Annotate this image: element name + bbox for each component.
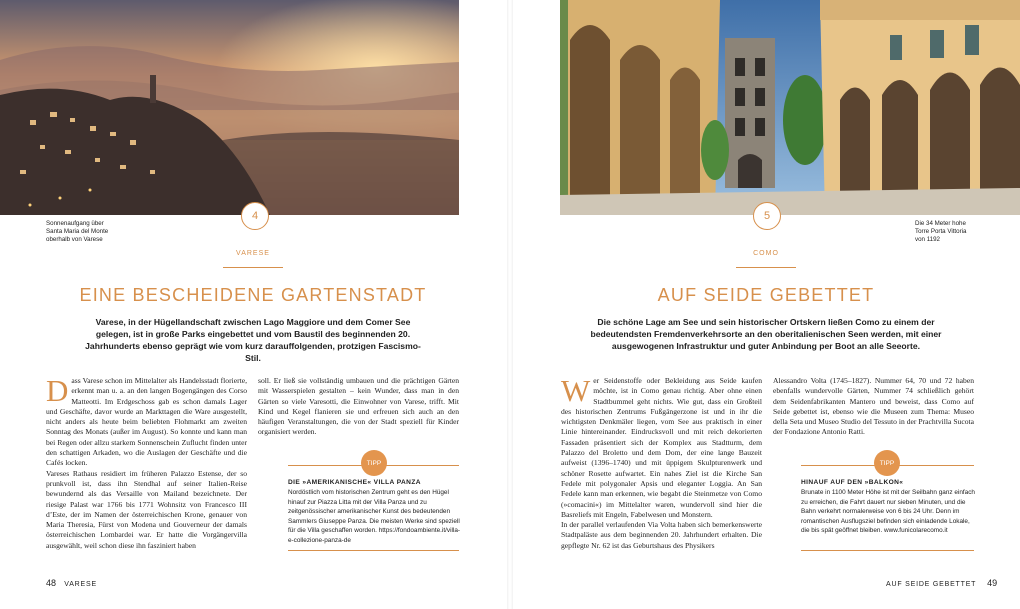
- section-label: COMO: [753, 250, 779, 257]
- tip-title: HINAUF AUF DEN »BALKON«: [801, 479, 904, 486]
- text-column-1: [46, 373, 247, 551]
- photo-caption: [915, 220, 966, 244]
- body-paragraph: Vareses Rathaus residiert im früheren Palazzo Estense, der so prunkvoll ist, dass ihn Stendhal auf seiner Italien-Reise bewundernd als das Versaille von Mailand bezeichnete. Der riesige Palast war 1766 bis 1771 Wohnsitz von Francesco III d’Este, der im Namen der österreichischen Krone, genauer von Maria Theresia, Fürst von Modena und Gouverneur der damals österreichischen Lombardei war. Er hatte die Vorgängervilla ausgewählt, weil schon diese ihn fasziniert haben: [46, 468, 247, 550]
- body-paragraph: [46, 373, 247, 469]
- caption-line: Torre Porta Vittoria: [915, 228, 967, 235]
- lead-paragraph: Varese, in der Hügellandschaft zwischen Lago Maggiore und dem Comer See gelegen, ist in große Parks eingebettet und vom Baustil des beginnenden 20. Jahrhunderts ebenso geprägt wie vom kurz darauffolgenden, protzigen Fascismo-Stil.: [85, 317, 421, 363]
- page-title: AUF SEIDE GEBETTET: [657, 285, 875, 305]
- folio: [46, 578, 97, 588]
- photo-como-street: [510, 0, 1020, 215]
- tip-body: Nordöstlich vom historischen Zentrum geht es den Hügel hinauf zur Piazza Litta mit der Villa Panza und zu zeitgenössischer amerikanischer Kunst des bedeutenden Sammlers Giuseppe Panza. Die meisten Werke sind speziell für die Villa geschaffen worden. https://fondoambiente.it/villa-e-collezione-panza-de: [288, 489, 461, 544]
- folio: [886, 578, 997, 588]
- tip-badge: TIPP: [874, 450, 900, 476]
- page-number: 49: [987, 578, 998, 588]
- text-column-2: [258, 376, 459, 438]
- photo-caption: [46, 220, 108, 244]
- caption-line: oberhalb von Varese: [46, 236, 103, 243]
- caption-line: Die 34 Meter hohe: [915, 220, 966, 227]
- tip-body: Brunate in 1100 Meter Höhe ist mit der Seilbahn ganz einfach zu erreichen, die Fahrt dauert nur sieben Minuten, und die Bahn verkehrt normalerweise von 6 bis 24 Uhr. Denn im romantischen Ausflugsziel befinden sich einladende Lokale, die bis spät geöffnet bleiben. www.funicolarecomo.it: [801, 489, 975, 535]
- section-divider: [223, 267, 283, 268]
- tip-title: DIE »AMERIKANISCHE« VILLA PANZA: [288, 479, 421, 486]
- body-paragraph: soll. Er ließ sie vollständig umbauen und die prächtigen Gärten mit Wasserspielen gestalten – kein Wunder, dass man in den Gärten so viele Varesotti, die Einwohner von Varese, trifft. Mit Kind und Kegel flanieren sie und erfreuen sich auch an den häufigen Veranstaltungen, die von der Stadt speziell für Kinder organisiert werden.: [258, 376, 459, 437]
- tip-badge: TIPP: [361, 450, 387, 476]
- right-page: [510, 0, 1020, 609]
- varese-landscape-illustration: [0, 0, 459, 215]
- page-number: 48: [46, 578, 57, 588]
- text-column-1: [561, 373, 762, 551]
- location-number-badge: 5: [753, 202, 781, 230]
- como-street-illustration: [510, 0, 1020, 215]
- section-label: VARESE: [236, 250, 270, 257]
- caption-line: Santa Maria del Monte: [46, 228, 109, 235]
- body-text: ass Varese schon im Mittelalter als Handelsstadt florierte, erkennt man u. a. an den langen Bogengängen des Corso Matteotti. Im Erdgeschoss gab es schon damals Lager und Geschäfte, davor wurde an Markttagen die Ware ausgestellt, nicht anders als heute beim beliebten Flohmarkt am zweiten Sonntag des Monats (außer im August). So konnte und kann man bei Regen oder allzu starkem Sonnenschein Zuflucht finden unter den schattigen Arkaden, wo die Auslagen der Geschäfte und die Cafés locken.: [46, 376, 247, 468]
- body-paragraph: [561, 373, 762, 520]
- lead-paragraph: Die schöne Lage am See und sein historischer Ortskern ließen Como zu einem der bedeutendsten Fremdenverkehrsorte an den oberitalienischen Seen werden, mit einer ausgewogenen Infrastruktur und guter Anbindung per Boot an alle Seeorte.: [590, 317, 942, 351]
- section-divider: [736, 267, 796, 268]
- caption-line: von 1192: [915, 236, 940, 243]
- body-text: er Seidenstoffe oder Bekleidung aus Seide kaufen möchte, ist in Como genau richtig. Aber ohne einen Stadtbummel geht nichts. Wie gut, dass ein Großteil des historischen Zentrums Fußgängerzone ist und in ihr die wichtigsten Denkmäler liegen, vom See aus praktisch in einer Linie hintereinander. Eindrucksvoll und mit reich dekorierten Fassaden präsentiert sich der Komplex aus Stadtturm, dem Palazzo del Broletto und dem Dom, der eine lange Bauzeit aufweist (1396–1740) und mit üppigem Skulpturenwerk und schöner Rosette aufwartet. Ein nahes Ziel ist die Kirche San Fedele mit polygonaler Apsis und eleganter Loggia. An San Fedele kann man erkennen, wie begabt die Steinmetze von Como (»comacini«) im Mittelalter waren, wundervoll sind hier die Basreliefs mit Engeln, Fabelwesen und Monstern.: [561, 376, 762, 519]
- drop-cap: W: [561, 373, 591, 408]
- body-paragraph: In der parallel verlaufenden Via Volta haben sich bemerkenswerte Stadtpaläste aus dem beginnenden 20. Jahrhundert erhalten. Die gepflegte Nr. 62 ist das Geburtshaus des Physikers: [561, 520, 762, 550]
- location-number-badge: 4: [241, 202, 269, 230]
- photo-varese-sunrise: [0, 0, 459, 215]
- body-paragraph: Alessandro Volta (1745–1827). Nummer 64, 70 und 72 haben ebenfalls wundervolle Gärten, Nummer 74 schließlich gehört dem Seidenfabrikanten Mantero und beweist, dass Como auf Seide gebettet ist, ebenso wie die Museen zum Thema: Museo della Seta und Museo Studio del Tessuto in der Prachtvilla Sucota der Fondazione Antonio Ratti.: [773, 376, 974, 437]
- page-title: EINE BESCHEIDENE GARTENSTADT: [79, 285, 427, 305]
- running-head: VARESE: [64, 581, 97, 588]
- drop-cap: D: [46, 373, 69, 408]
- running-head: AUF SEIDE GEBETTET: [886, 581, 977, 588]
- book-gutter: [507, 0, 513, 609]
- caption-line: Sonnenaufgang über: [46, 220, 104, 227]
- text-column-2: [773, 376, 974, 438]
